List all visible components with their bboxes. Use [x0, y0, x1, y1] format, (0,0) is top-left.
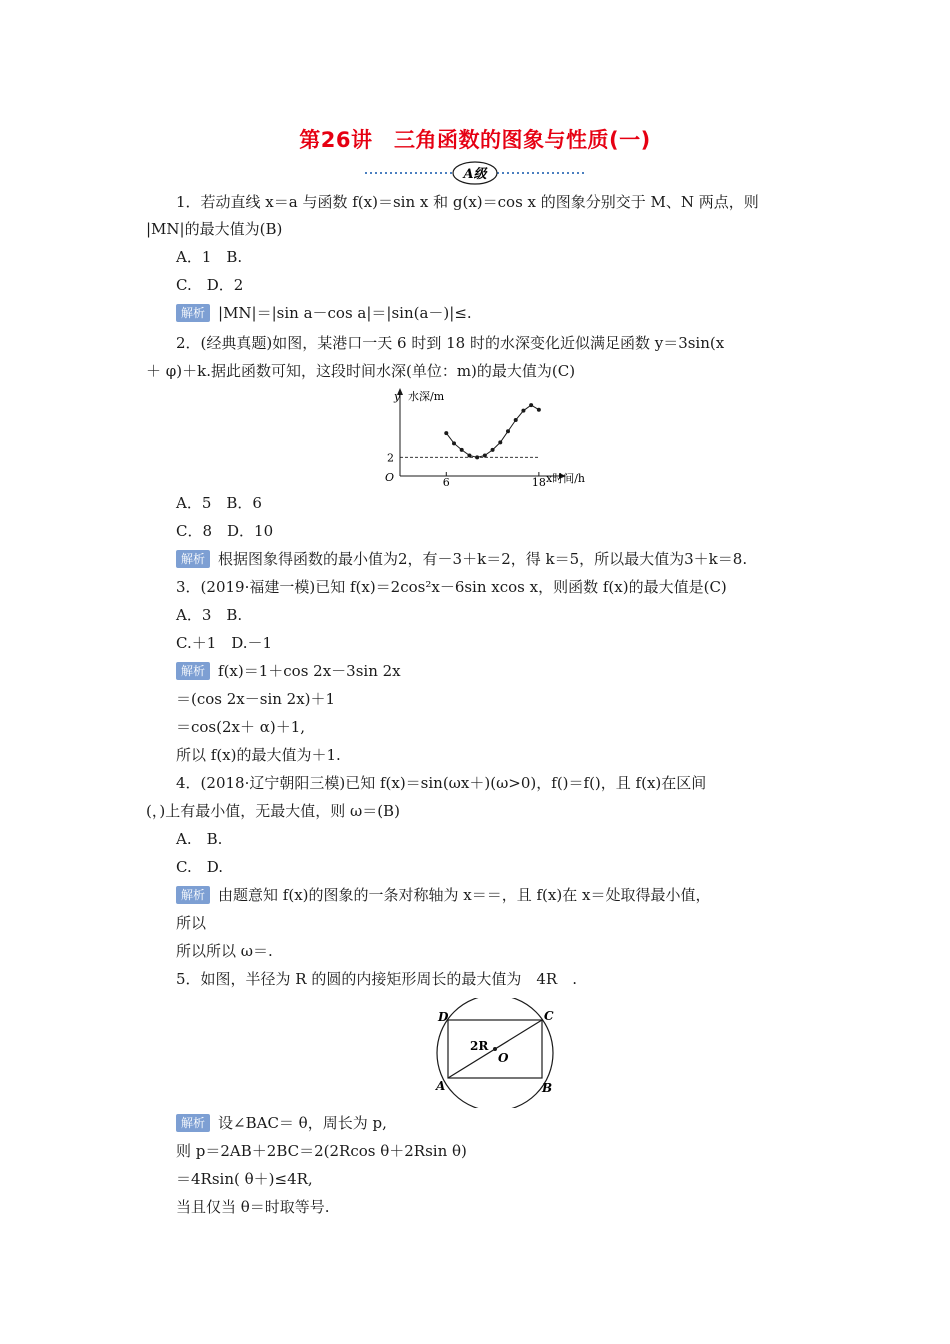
- center-label-o: O: [498, 1051, 509, 1065]
- q3-analysis-text: f(x)＝1＋cos 2x－3sin 2x: [218, 662, 401, 680]
- y-axis-title: 水深/m: [408, 390, 445, 403]
- data-point: [521, 409, 525, 413]
- q4-options-cd: C. D.: [176, 858, 223, 876]
- q5-analysis-text: 设∠BAC＝ θ，周长为 p,: [218, 1114, 387, 1132]
- center-point: [493, 1047, 497, 1051]
- q1-stem-line2: |MN|的最大值为(B): [146, 220, 283, 238]
- data-point: [475, 455, 479, 459]
- q3-analysis-line2: ＝(cos 2x－sin 2x)＋1: [176, 690, 336, 708]
- q4-options-ab: A. B.: [176, 830, 223, 848]
- q3-analysis-line3: ＝cos(2x＋ α)＋1,: [176, 718, 306, 736]
- q4-stem-line1: 4．(2018·辽宁朝阳三模)已知 f(x)＝sin(ωx＋)(ω>0)，f()＝f()，且 f(x)在区间: [176, 774, 707, 792]
- q4-analysis-line1: [176, 885, 710, 905]
- circle: [437, 998, 553, 1108]
- q1-options-ab: A．1 B.: [176, 248, 243, 266]
- q3-stem: 3．(2019·福建一模)已知 f(x)＝2cos²x－6sin xcos x，则函数 f(x)的最大值是(C): [176, 578, 727, 596]
- q1-analysis-text: |MN|＝|sin a－cos a|＝|sin(a－)|≤.: [218, 304, 472, 322]
- y-axis-label: y: [394, 390, 401, 403]
- level-label: A级: [463, 167, 487, 182]
- data-point: [537, 408, 541, 412]
- q2-options-cd: C．8 D．10: [176, 522, 274, 540]
- data-point: [444, 431, 448, 435]
- analysis-tag: 解析: [176, 662, 210, 680]
- data-point: [483, 453, 487, 457]
- page-title: 第26讲 三角函数的图象与性质(一): [299, 128, 651, 152]
- q5-analysis-line1: [176, 1113, 387, 1133]
- q4-analysis-line3: 所以所以 ω＝.: [176, 942, 273, 960]
- analysis-tag: 解析: [176, 550, 210, 568]
- x-axis-title: x时间/h: [546, 472, 585, 485]
- analysis-tag: 解析: [176, 886, 210, 904]
- y-tick-label: 2: [387, 451, 394, 465]
- vertex-label-d: D: [438, 1010, 449, 1024]
- analysis-tag: 解析: [176, 304, 210, 322]
- q5-stem: 5．如图，半径为 R 的圆的内接矩形周长的最大值为 4R .: [176, 970, 577, 988]
- q2-stem-line2: ＋ φ)＋k.据此函数可知，这段时间水深(单位：m)的最大值为(C): [146, 362, 576, 380]
- data-point: [467, 453, 471, 457]
- data-point: [498, 440, 502, 444]
- q2-stem-line1: 2．(经典真题)如图，某港口一天 6 时到 18 时的水深变化近似满足函数 y＝3sin(x: [176, 334, 725, 352]
- q1-stem-line1: 1．若动直线 x＝a 与函数 f(x)＝sin x 和 g(x)＝cos x 的图象分别交于 M、N 两点，则: [176, 193, 759, 211]
- q5-circle-rectangle-figure: [420, 998, 570, 1108]
- diagonal-label: 2R: [470, 1039, 489, 1053]
- x-tick-label-18: 18: [531, 476, 546, 488]
- vertex-label-a: A: [436, 1079, 446, 1093]
- q3-analysis-line4: 所以 f(x)的最大值为＋1.: [176, 746, 341, 764]
- data-point: [529, 403, 533, 407]
- data-point: [491, 448, 495, 452]
- q4-stem-line2: (，)上有最小值，无最大值，则 ω＝(B): [146, 802, 400, 820]
- analysis-tag: 解析: [176, 1114, 210, 1132]
- q2-analysis-text: 根据图象得函数的最小值为2，有－3＋k＝2，得 k＝5，所以最大值为3＋k＝8.: [218, 550, 748, 568]
- level-divider: [365, 160, 585, 186]
- data-point: [506, 429, 510, 433]
- q2-analysis: [176, 549, 747, 569]
- x-tick-label-6: 6: [442, 476, 450, 488]
- q1-options-cd: C. D．2: [176, 276, 244, 294]
- q5-analysis-line3: ＝4Rsin( θ＋)≤4R,: [176, 1170, 313, 1188]
- data-point: [452, 441, 456, 445]
- q5-analysis-line2: 则 p＝2AB＋2BC＝2(2Rcos θ＋2Rsin θ): [176, 1142, 467, 1160]
- q2-water-depth-chart: [380, 384, 610, 488]
- data-point: [460, 448, 464, 452]
- vertex-label-b: B: [542, 1081, 553, 1095]
- q4-analysis-line2: 所以: [176, 914, 207, 932]
- q3-analysis-line1: [176, 661, 401, 681]
- q5-analysis-line4: 当且仅当 θ＝时取等号.: [176, 1198, 330, 1216]
- q4-analysis-text: 由题意知 f(x)的图象的一条对称轴为 x＝＝，且 f(x)在 x＝处取得最小值，: [218, 886, 711, 904]
- q3-options-ab: A．3 B.: [176, 606, 243, 624]
- q2-options-ab: A．5 B．6: [176, 494, 262, 512]
- vertex-label-c: C: [544, 1009, 554, 1023]
- q1-analysis: [176, 303, 472, 323]
- data-point: [514, 418, 518, 422]
- q3-options-cd: C.＋1 D.－1: [176, 634, 273, 652]
- origin-label: O: [384, 471, 394, 484]
